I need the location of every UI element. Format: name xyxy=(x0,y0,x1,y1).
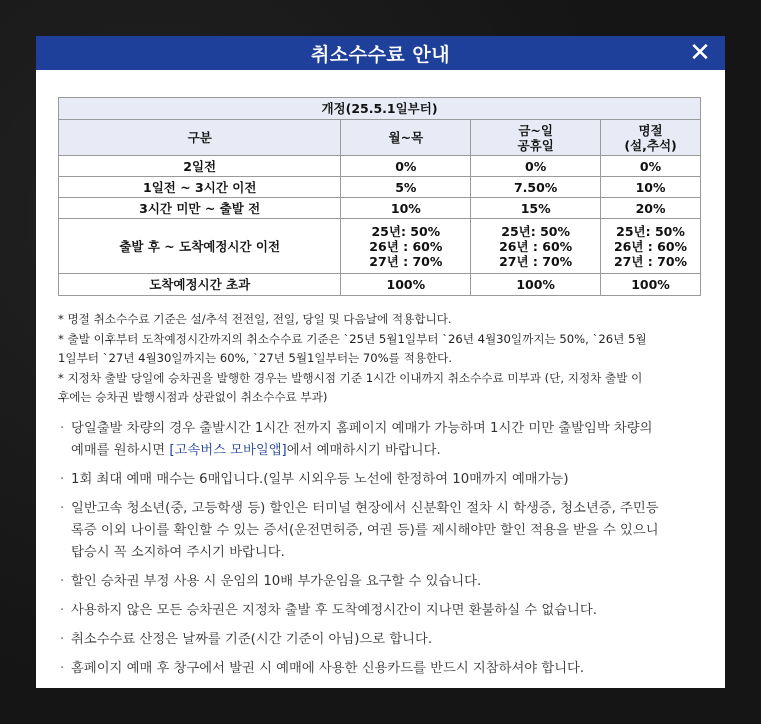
cell-weekend: 15% xyxy=(471,198,601,219)
bullet-text: 취소수수료 산정은 날짜를 기준(시간 기준이 아님)으로 합니다. xyxy=(71,631,433,647)
rate-line: 25년: 50% xyxy=(501,223,571,239)
mobile-app-link[interactable]: [고속버스 모바일앱] xyxy=(169,442,287,458)
row-label: 도착예정시간 초과 xyxy=(59,274,341,296)
rate-line: 26년 : 60% xyxy=(369,238,443,254)
cancellation-fee-modal xyxy=(36,36,725,688)
header-weekend-line2: 공휴일 xyxy=(517,137,554,153)
cancellation-fee-table xyxy=(58,97,701,296)
rate-line: 27년 : 70% xyxy=(369,253,443,269)
table-row xyxy=(59,198,701,219)
table-revision-row xyxy=(59,98,701,120)
rate-line: 25년: 50% xyxy=(616,223,685,239)
table-header-row xyxy=(59,120,701,156)
cell-holiday: 10% xyxy=(601,177,701,198)
header-weekend-line1: 금~일 xyxy=(518,122,553,138)
cell-weekend: 7.50% xyxy=(471,177,601,198)
list-item xyxy=(60,418,703,462)
note-line: * 명절 취소수수료 기준은 설/추석 전전일, 전일, 당일 및 다음날에 적용합니다. xyxy=(58,312,452,326)
bullet-text: 할인 승차권 부정 사용 시 운임의 10배 부가운임을 요구할 수 있습니다. xyxy=(71,573,482,589)
rate-line: 26년 : 60% xyxy=(499,238,573,254)
cell-holiday: 100% xyxy=(601,274,701,296)
list-item xyxy=(60,571,703,593)
list-item xyxy=(60,600,703,622)
cell-weekday xyxy=(341,219,471,274)
bullet-dot-icon: · xyxy=(60,500,65,516)
list-item xyxy=(60,498,703,564)
bullet-text: 1회 최대 예매 매수는 6매입니다.(일부 시외우등 노선에 한정하여 10매까지 예매가능) xyxy=(71,471,569,487)
bullet-dot-icon: · xyxy=(60,471,65,487)
bullet-text: 탑승시 꼭 소지하여 주시기 바랍니다. xyxy=(71,544,285,560)
row-label: 출발 후 ~ 도착예정시간 이전 xyxy=(59,219,341,274)
rate-line: 27년 : 70% xyxy=(499,253,573,269)
cell-weekday: 5% xyxy=(341,177,471,198)
cell-weekday: 10% xyxy=(341,198,471,219)
fee-notes xyxy=(36,296,725,408)
cell-holiday: 0% xyxy=(601,156,701,177)
cell-weekday: 0% xyxy=(341,156,471,177)
bullet-dot-icon: · xyxy=(60,420,65,436)
fee-table-wrapper xyxy=(36,70,725,296)
header-weekday: 월~목 xyxy=(341,120,471,156)
header-holiday-line2: (설,추석) xyxy=(624,137,677,153)
cell-weekend: 0% xyxy=(471,156,601,177)
bullet-dot-icon: · xyxy=(60,660,65,676)
note-line: 후에는 승차권 발행시점과 상관없이 취소수수료 부과) xyxy=(58,390,328,404)
header-category: 구분 xyxy=(59,120,341,156)
bullet-dot-icon: · xyxy=(60,602,65,618)
bullet-text: 예매를 원하시면 xyxy=(71,442,170,458)
rate-line: 26년 : 60% xyxy=(613,238,688,254)
list-item xyxy=(60,629,703,651)
cell-weekend xyxy=(471,219,601,274)
close-icon[interactable]: ✕ xyxy=(689,38,711,68)
note-line: 1일부터 `27년 4월30일까지는 60%, `27년 5월1일부터는 70%를 적용한다. xyxy=(58,351,453,365)
modal-header xyxy=(36,36,725,70)
bullet-text: 록증 이외 나이를 확인할 수 있는 증서(운전면허증, 여권 등)를 제시해야만 할인 적용을 받을 수 있으니 xyxy=(71,522,659,538)
bullet-dot-icon: · xyxy=(60,573,65,589)
table-row xyxy=(59,219,701,274)
table-row xyxy=(59,274,701,296)
bullet-text: 홈페이지 예매 후 창구에서 발권 시 예매에 사용한 신용카드를 반드시 지참하셔야 합니다. xyxy=(71,660,585,676)
bullet-text: 에서 예매하시기 바랍니다. xyxy=(286,442,441,458)
row-label: 1일전 ~ 3시간 이전 xyxy=(59,177,341,198)
table-row xyxy=(59,156,701,177)
row-label: 2일전 xyxy=(59,156,341,177)
cell-weekday: 100% xyxy=(341,274,471,296)
note-line: * 출발 이후부터 도착예정시간까지의 취소수수료 기준은 `25년 5월1일부터 `26년 4월30일까지는 50%, `26년 5월 xyxy=(58,331,647,346)
revision-label: 개정(25.5.1일부터) xyxy=(59,98,701,120)
rate-line: 25년: 50% xyxy=(371,223,441,239)
table-row xyxy=(59,177,701,198)
rate-line: 27년 : 70% xyxy=(613,253,688,269)
row-label: 3시간 미만 ~ 출발 전 xyxy=(59,198,341,219)
header-holiday xyxy=(601,120,701,156)
bullet-text: 사용하지 않은 모든 승차권은 지정차 출발 후 도착예정시간이 지나면 환불하실 수 없습니다. xyxy=(71,602,597,618)
bullet-text: 당일출발 차량의 경우 출발시간 1시간 전까지 홈페이지 예매가 가능하며 1시간 미만 출발임박 차량의 xyxy=(71,420,653,436)
cell-weekend: 100% xyxy=(471,274,601,296)
note-line: * 지정차 출발 당일에 승차권을 발행한 경우는 발행시점 기준 1시간 이내까지 취소수수료 미부과 (단, 지정차 출발 이 xyxy=(58,370,643,385)
header-holiday-line1: 명절 xyxy=(638,122,663,138)
bullet-text: 일반고속 청소년(중, 고등학생 등) 할인은 터미널 현장에서 신분확인 절차 시 학생증, 청소년증, 주민등 xyxy=(71,500,659,516)
header-weekend xyxy=(471,120,601,156)
list-item xyxy=(60,658,703,680)
info-bullets xyxy=(36,408,725,680)
cell-holiday xyxy=(601,219,701,274)
list-item xyxy=(60,469,703,491)
modal-title: 취소수수료 안내 xyxy=(310,43,451,66)
cell-holiday: 20% xyxy=(601,198,701,219)
bullet-dot-icon: · xyxy=(60,631,65,647)
